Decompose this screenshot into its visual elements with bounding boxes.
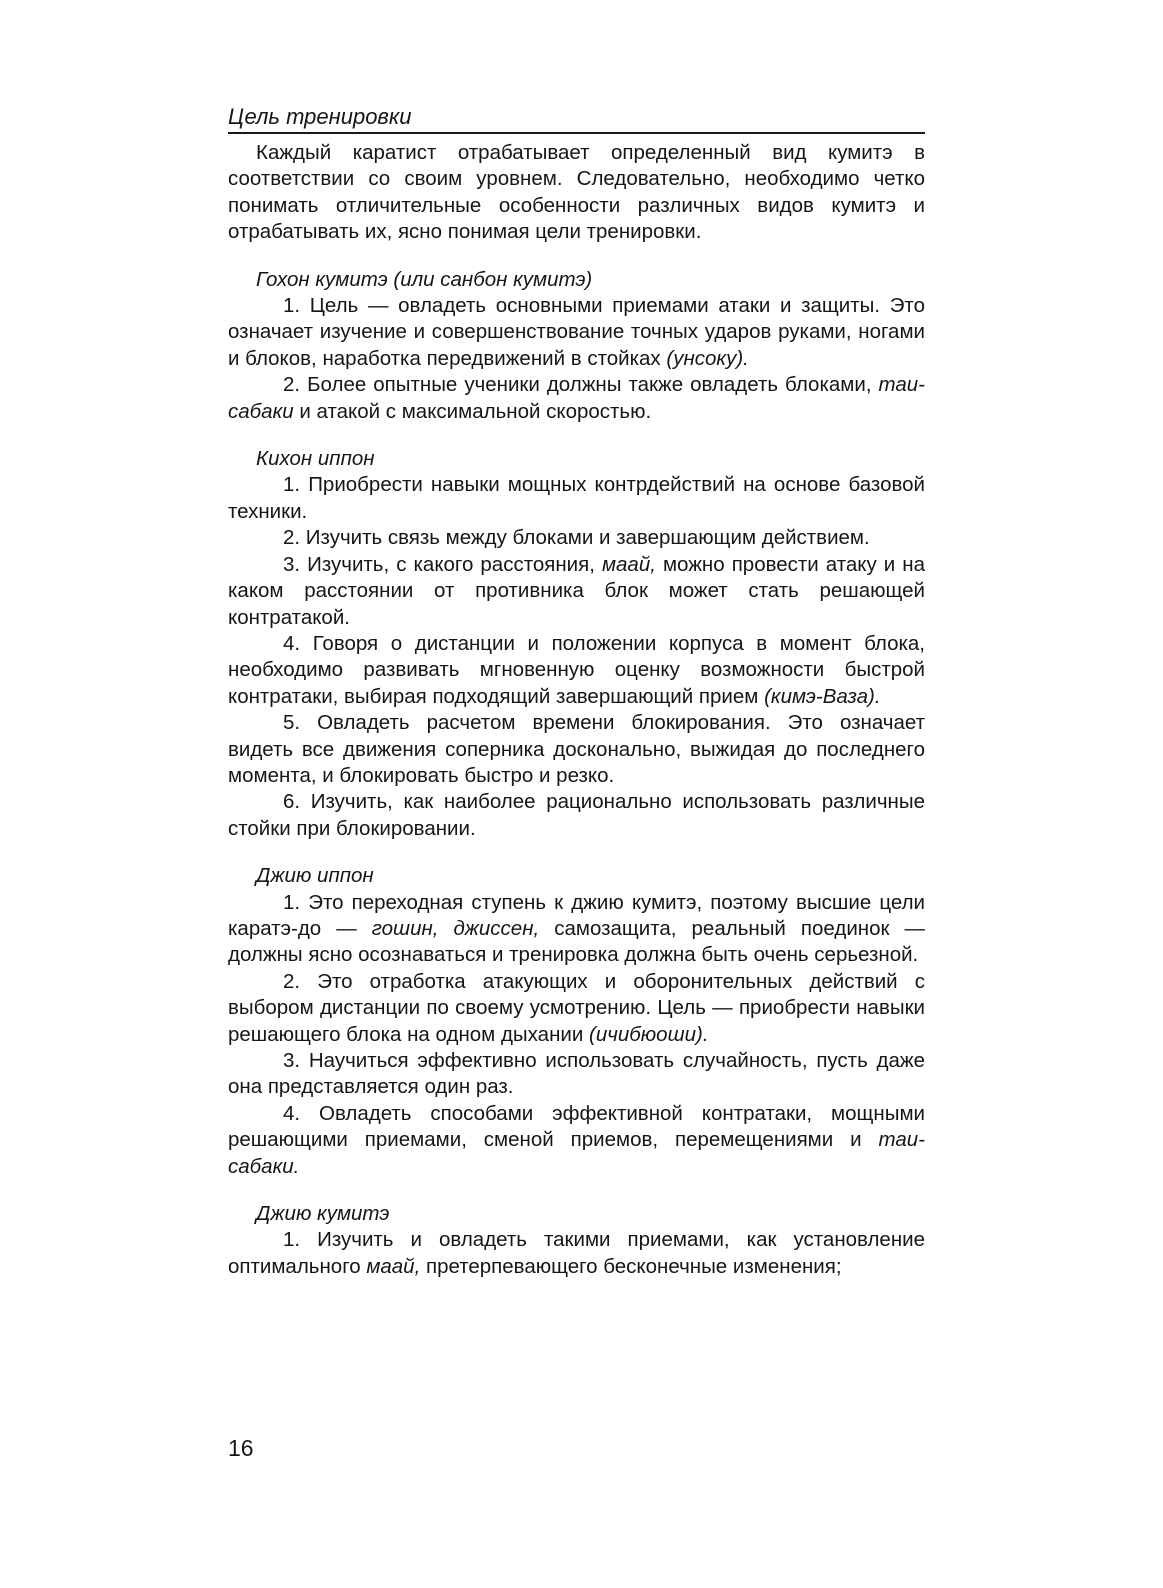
numbered-paragraph (228, 1101, 925, 1180)
text-run: 1. Изучить и овладеть такими приемами, как установление оптимального (228, 1228, 925, 1278)
page-number: 16 (228, 1435, 254, 1461)
italic-term: маай, (601, 552, 656, 576)
numbered-paragraph (228, 710, 925, 789)
text-run: и атакой с максимальной скоростью. (293, 399, 652, 423)
italic-term: гошин, джиссен, (371, 916, 540, 940)
section-heading (228, 863, 925, 889)
numbered-paragraph (228, 525, 925, 551)
numbered-paragraph (228, 293, 925, 372)
text-run: ) (585, 267, 593, 291)
italic-term: санбон кумитэ (440, 267, 586, 291)
italic-term: Гохон кумитэ (256, 267, 388, 291)
running-head: Цель тренировки (228, 104, 925, 134)
page-content (228, 104, 925, 1280)
text-run: 2. Более опытные ученики должны также овладеть блоками, (283, 373, 879, 397)
text-run: (или (387, 267, 441, 291)
numbered-paragraph (228, 552, 925, 631)
italic-term: (кимэ-Ваза). (764, 684, 881, 708)
numbered-paragraph (228, 969, 925, 1048)
text-run: 4. Овладеть способами эффективной контратаки, мощными решающими приемами, сменой приемов, перемещениями и (228, 1101, 925, 1152)
text-run: самозащита, реальный поединок — должны ясно осознаваться и тренировка должна быть очень серьезной. (228, 916, 925, 967)
text-run: 1. Приобрести навыки мощных контрдействий на основе базовой техники. (228, 473, 925, 523)
text-run: 3. Изучить, с какого расстояния, (283, 552, 602, 576)
numbered-paragraph (228, 472, 925, 525)
numbered-paragraph (228, 372, 925, 425)
text-run: 1. Это переходная ступень к джию кумитэ, поэтому высшие цели каратэ-до — (228, 890, 925, 940)
text-run: можно провести атаку и на каком расстоянии от противника блок может стать решающей контратакой. (228, 552, 925, 629)
numbered-paragraph (228, 789, 925, 842)
numbered-paragraph (228, 1048, 925, 1101)
italic-term: маай, (366, 1254, 421, 1278)
italic-term: (ичибюоши). (589, 1022, 709, 1046)
italic-term: Кихон иппон (256, 447, 375, 471)
italic-term: таи-сабаки (228, 373, 925, 423)
text-run: 5. Овладеть расчетом времени блокирования. Это означает видеть все движения соперника досконально, выжидая до последнего момента, и блокировать быстро и резко. (228, 711, 925, 787)
italic-term: Джию иппон (256, 864, 374, 888)
text-run: претерпевающего бесконечные изменения; (420, 1254, 842, 1278)
italic-term: таи-сабаки. (228, 1128, 925, 1178)
numbered-paragraph (228, 1227, 925, 1280)
section (228, 1201, 925, 1280)
text-run: 2. Изучить связь между блоками и завершающим действием. (283, 526, 870, 550)
text-run: 3. Научиться эффективно использовать случайность, пусть даже она представляется один раз. (228, 1049, 925, 1099)
section-heading (228, 267, 925, 293)
numbered-paragraph (228, 631, 925, 710)
section-heading (228, 1201, 925, 1227)
section (228, 863, 925, 1180)
text-run: 1. Цель — овладеть основными приемами атаки и защиты. Это означает изучение и совершенствование точных ударов руками, ногами и блоков, наработка передвижений в стойках (228, 294, 925, 370)
italic-term: (унсоку). (666, 346, 749, 370)
section (228, 446, 925, 842)
intro-paragraph: Каждый каратист отрабатывает определенный вид кумитэ в соответствии со своим уровнем. Следовательно, необходимо четко понимать отличительные особенности различных видов кумитэ и отрабатывать их, ясно понимая цели тренировки. (228, 141, 925, 244)
section-heading (228, 446, 925, 472)
sections-container (228, 267, 925, 1281)
text-run: 2. Это отработка атакующих и оборонительных действий с выбором дистанции по своему усмотрению. Цель — приобрести навыки решающего блока на одном дыхании (228, 969, 925, 1046)
intro-section (228, 140, 925, 246)
text-run: 6. Изучить, как наиболее рационально использовать различные стойки при блокировании. (228, 790, 925, 840)
numbered-paragraph (228, 890, 925, 969)
text-run: 4. Говоря о дистанции и положении корпуса в момент блока, необходимо развивать мгновенную оценку возможности быстрой контратаки, выбирая подходящий завершающий прием (228, 631, 925, 708)
section (228, 267, 925, 425)
italic-term: Джию кумитэ (256, 1202, 390, 1226)
